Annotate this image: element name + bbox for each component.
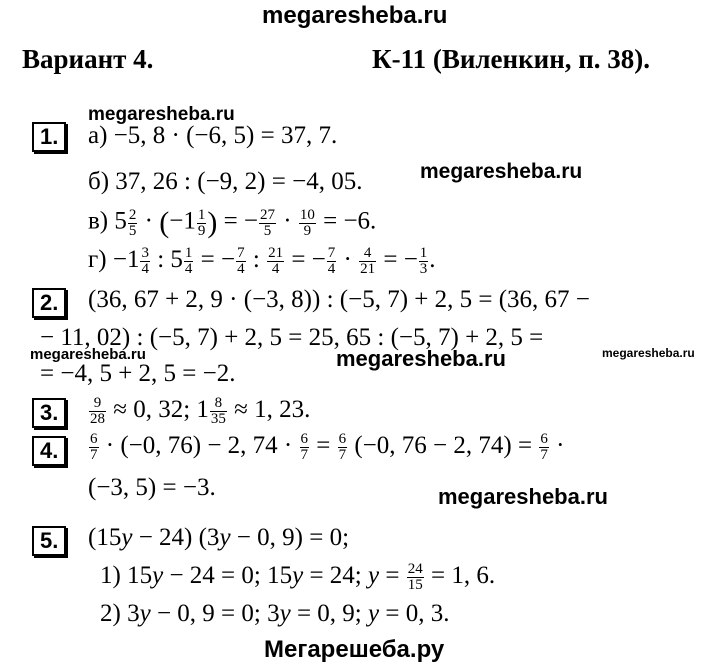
task-2-line-1: (36, 67 + 2, 9 · (−3, 8)) : (−5, 7) + 2, 5 = (36, 67 − <box>88 286 590 313</box>
item-label: в) <box>88 207 109 235</box>
task-1-number: 1. <box>32 122 66 152</box>
expression: −5, 8 · (−6, 5) = 37, 7. <box>113 122 338 149</box>
task-4-line-2: (−3, 5) = −3. <box>88 474 216 501</box>
task-1v: в) 5 $\frac{2}{5}$ · (−1 $\frac{1}{9}$ ) = − $\frac{27}{5}$ · $\frac{10}{9}$ = −6. <box>88 206 377 239</box>
task-4-line-1: $\frac{6}{7}$ · (−0, 76) − 2, 74 · $\frac{6}{7}$ = $\frac{6}{7}$ (−0, 76 − 2, 74) = $\frac{6}{7}$ · <box>90 431 565 463</box>
item-label: г) <box>88 246 107 274</box>
task-1a <box>88 122 337 150</box>
task-1g: г) −1 $\frac{3}{4}$ : 5 $\frac{1}{4}$ = − $\frac{7}{4}$ : $\frac{21}{4}$ = − $\frac{7}{4}$ · $\frac{4}{21}$ = − $\frac{1}{3}$ . <box>88 245 436 277</box>
task-3-expression: $\frac{9}{28}$ ≈ 0, 32; 1 $\frac{8}{35}$ ≈ 1, 23. <box>90 395 311 427</box>
task-2-number: 2. <box>32 288 66 318</box>
task-5-case-2: 2) 3y − 0, 9 = 0; 3y = 0, 9; y = 0, 3. <box>100 600 450 627</box>
watermark: megaresheba.ru <box>336 346 506 371</box>
task-5-case-1: 1) 15y − 24 = 0; 15y = 24; y = $\frac{24}{15}$ = 1, 6. <box>100 561 496 593</box>
task-1b <box>88 168 362 196</box>
task-5-equation: (15y − 24) (3y − 0, 9) = 0; <box>88 524 350 551</box>
variant-title: Вариант 4. <box>22 44 154 74</box>
task-4-number: 4. <box>32 436 66 466</box>
task-3-number: 3. <box>32 398 66 428</box>
expression: 37, 26 : (−9, 2) = −4, 05. <box>115 168 363 195</box>
watermark: megaresheba.ru <box>438 484 608 509</box>
watermark: megaresheba.ru <box>88 104 235 125</box>
task-5-number: 5. <box>32 526 66 556</box>
watermark: megaresheba.ru <box>420 160 583 183</box>
test-title: К-11 (Виленкин, п. 38). <box>372 44 651 74</box>
watermark-top: megaresheba.ru <box>262 2 448 29</box>
watermark: megaresheba.ru <box>30 346 146 363</box>
item-label: б) <box>88 168 110 195</box>
watermark: megaresheba.ru <box>602 346 695 360</box>
item-label: а) <box>88 122 108 149</box>
task-2-line-3: = −4, 5 + 2, 5 = −2. <box>40 360 236 387</box>
watermark-bottom: Мегарешеба.ру <box>264 636 445 663</box>
task-2-line-2: − 11, 02) : (−5, 7) + 2, 5 = 25, 65 : (−5, 7) + 2, 5 = <box>40 324 544 351</box>
